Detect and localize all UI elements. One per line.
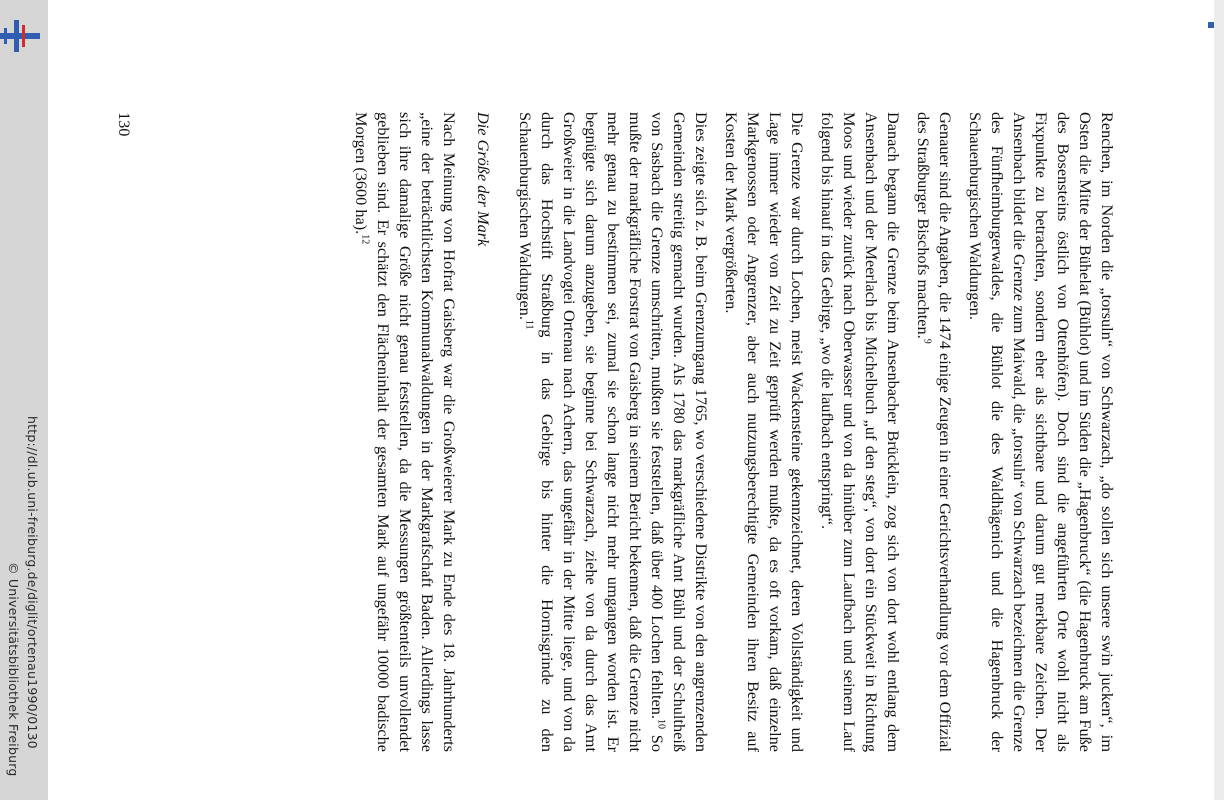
paragraph-6: Nach Meinung von Hofrat Gaisberg war die Großweierer Mark zu Ende des 18. Jahrhunderts „eine der beträchtlichsten Kommunalwaldungen in der Markgrafschaft Baden. Allerdings lasse sich ihre damalige Größe nicht genau feststellen, da die Messungen größtenteils unvollendet geblieben sind. Er schätzt den Flächeninhalt der gesamten Mark auf ungefähr 10000 badische Morgen (3600 ha).$^{12}$ [352, 112, 459, 752]
page-text [342, 112, 1118, 752]
page-number: 130 [115, 112, 134, 137]
page-corner-mark-icon [1208, 22, 1214, 28]
footnote-ref: 11 [523, 319, 535, 330]
watermark-url[interactable]: http://dl.ub.uni-freiburg.de/diglit/ortenau1990/0130 [25, 416, 40, 749]
section-heading: Die Größe der Mark [474, 112, 493, 247]
paragraph-2: Genauer sind die Angaben, die 1474 einige Zeugen in einer Gerichtsverhandlung vor dem Offizial des Straßburger Bischofs machten.$^9$ [914, 112, 955, 752]
footnote-ref: 12 [359, 234, 371, 245]
paragraph-1: Renchen, im Norden die „torsuln“ von Schwarzach, „do sollen sich unsere swin jucken“, im Osten die Mitte der Bühelat (Bühlot) und im Süden die „Hagenbruck“ (die Hagenbruck am Fuße des Bosensteins östlich von Ottenhöfen). Doch sind die angeführten Orte wohl nicht als Fixpunkte zu betrachten, sondern eher als sichtbare und darum gut merkbare Zeichen. Der Ansenbach bildet die Grenze zum Maiwald, die „torsuln“ von Schwarzach bezeichnen die Grenze des Fünfheimburgerwaldes, die Bühlot die des Waldhägenich und die Hagenbruck der Schauenburgischen Waldungen. [966, 112, 1117, 752]
watermark-copyright: © Universitätsbibliothek Freiburg [6, 562, 21, 777]
page-edge [1214, 0, 1224, 800]
watermark [0, 0, 48, 800]
paragraph-5: Dies zeigte sich z. B. beim Grenzumgang 1765, wo verschiedene Distrikte von den angrenzenden Gemeinden streitig gemacht wurden. Als 1780 das markgräfliche Amt Bühl und der Schultheiß von Sasbach die Grenze umschritten, mußten sie feststellen, daß über 400 Lochen fehlten.$^{10}$ So mußte der markgräfliche Forstrat von Gaisberg in seinem Bericht bekennen, daß die Grenze nicht mehr genau zu bestimmen sei, zumal sie schon lange nicht mehr umgangen worden ist. Er begnügte sich darum anzugeben, sie beginne bei Schwarzach, ziehe von da durch das Amt Großweier in die Landvogtei Ortenau nach Achern, das ungefähr in der Mitte liege, und von da durch das Hochstift Straßburg in das Gebirge bis hinter die Hornisgrinde zu den Schauenburgischen Waldungen.$^{11}$ [516, 112, 711, 752]
paragraph-3: Danach begann die Grenze beim Ansenbacher Brücklein, zog sich von dort wohl entlang dem Ansenbach und der Meerlach bis Michelbuch „uf den steg“, von dort ein Stückweit in Richtung Moos und wieder zurück nach Oberwasser und von da hinüber zum Laufbach und seinem Lauf folgend bis hinauf in das Gebirge, „wo die laufbach entspringt“. [818, 112, 903, 752]
paragraph-4: Die Grenze war durch Lochen, meist Wackensteine gekennzeichnet, deren Vollständigkeit und Lage immer wieder von Zeit zu Zeit geprüft werden mußte, da es oft vorkam, daß einzelne Markgenossen oder Angrenzer, aber auch nutzungsberechtigte Gemeinden ihren Besitz auf Kosten der Mark vergrößerten. [722, 112, 807, 752]
footnote-ref: 9 [921, 338, 933, 344]
footnote-ref: 10 [655, 719, 667, 729]
